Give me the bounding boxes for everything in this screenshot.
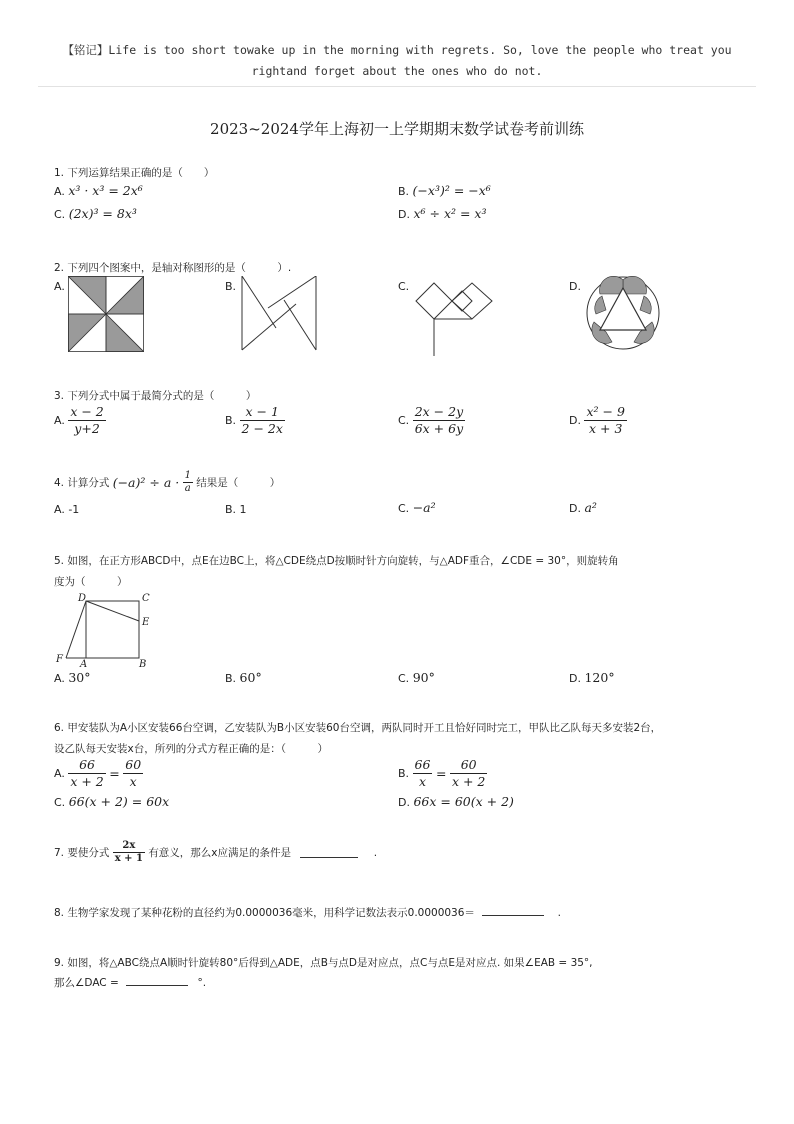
- question-5-option-b: B. 60°: [225, 670, 262, 685]
- question-5-option-c: C. 90°: [398, 670, 435, 685]
- header-divider: [38, 86, 756, 87]
- question-5-option-d: D. 120°: [569, 670, 615, 685]
- question-3-option-d: D. $\frac{\text{x² − 9}}{x + 3}$: [569, 404, 625, 436]
- question-3-stem: 3. 下列分式中属于最简分式的是（ ）: [54, 390, 257, 402]
- question-2-option-b-label: B.: [225, 280, 237, 293]
- q1-d-math: x⁶ ÷ x² = x³: [413, 206, 487, 221]
- question-6-option-d: D. 66x = 60(x + 2): [398, 794, 514, 809]
- label-a: A: [80, 659, 88, 670]
- question-3-option-b: B. $\frac{x - 1}{2 - 2x}$: [225, 404, 283, 436]
- question-5-stem-line-1: 5. 如图，在正方形ABCD中，点E在边BC上，将△CDE绕点D按顺时针方向旋转，与△ADF重合，∠CDE = 30°，则旋转角: [54, 555, 619, 567]
- q3-d-fraction: $\frac{\text{x² − 9}}{x + 3}$: [586, 404, 625, 436]
- motto-line-1: 【铭记】Life is too short towake up in the morning with regrets. So, love the people who treat you: [62, 43, 732, 57]
- bow-figure: [240, 276, 320, 352]
- q3-c-fraction: $\frac{2x - 2y}{6x + 6y}$: [414, 404, 464, 436]
- header-motto: [40, 40, 754, 82]
- circle-triangle-figure: [584, 274, 662, 352]
- question-6-option-a: A. $\frac{66}{x + 2}$ = $\frac{60}{x}$: [54, 757, 142, 789]
- question-7-stem: 7. 要使分式 $\frac{2x}{x + 1}$ 有意义，那么x应满足的条件是 .: [54, 840, 378, 864]
- question-2-option-d-label: D.: [569, 280, 581, 293]
- question-1-option-d: D. x⁶ ÷ x² = x³: [398, 206, 487, 221]
- label-e: E: [142, 617, 150, 628]
- question-4-option-b: B. 1: [225, 503, 247, 516]
- q1-b-math: (−x³)² = −x⁶: [412, 183, 491, 198]
- square-rotation-figure: [52, 590, 162, 670]
- question-2-option-c-label: C.: [398, 280, 410, 293]
- label-c: C: [142, 593, 150, 604]
- pinwheel-figure: [68, 276, 144, 352]
- q1-c-math: (2x)³ = 8x³: [68, 206, 137, 221]
- q1-a-math: x³ · x³ = 2x⁶: [68, 183, 143, 198]
- question-1-option-c: C. (2x)³ = 8x³: [54, 206, 137, 221]
- label-f: F: [56, 654, 63, 665]
- motto-line-2: rightand forget about the ones who do not.: [251, 64, 543, 78]
- question-2-stem: 2. 下列四个图案中，是轴对称图形的是（ ）.: [54, 262, 292, 274]
- q7-fraction: $\frac{2x}{x + 1}$: [114, 840, 143, 864]
- question-3-option-a: A. $\frac{x - 2}{y+2}$: [54, 404, 104, 436]
- question-4-option-a: A. -1: [54, 503, 80, 516]
- question-2-option-a-label: A.: [54, 280, 65, 293]
- q7-answer-blank[interactable]: [300, 847, 358, 858]
- label-d: D: [78, 593, 87, 604]
- question-1-option-a: A. x³ · x³ = 2x⁶: [54, 183, 143, 198]
- question-8-stem: 8. 生物学家发现了某种花粉的直径约为0.0000036毫米，用科学记数法表示0.0000036＝ .: [54, 907, 561, 919]
- q4-stem-fraction: $\frac{1}{a}$: [184, 470, 191, 494]
- q9-answer-blank[interactable]: [126, 975, 188, 986]
- q3-a-fraction: $\frac{x - 2}{y+2}$: [70, 404, 104, 436]
- question-9-stem-line-1: 9. 如图，将△ABC绕点A顺时针旋转80°后得到△ADE，点B与点D是对应点，点C与点E是对应点. 如果∠EAB = 35°,: [54, 957, 593, 969]
- question-3-option-c: C. $\frac{2x - 2y}{6x + 6y}$: [398, 404, 464, 436]
- question-9-stem-line-2: 那么∠DAC = °.: [54, 977, 207, 989]
- question-6-stem-line-2: 设乙队每天安装x台，所列的分式方程正确的是：（ ）: [54, 743, 328, 755]
- q3-b-fraction: $\frac{x - 1}{2 - 2x}$: [241, 404, 283, 436]
- squares-figure: [408, 272, 494, 358]
- question-5-option-a: A. 30°: [54, 670, 91, 685]
- question-1-stem: 1. 下列运算结果正确的是（ ）: [54, 167, 215, 179]
- question-1-option-b: B. (−x³)² = −x⁶: [398, 183, 491, 198]
- page-title: 2023~2024学年上海初一上学期期末数学试卷考前训练: [210, 120, 584, 138]
- question-4-stem: 4. 计算分式 (−a)² ÷ a · $\frac{1}{a}$ 结果是（ ）: [54, 470, 281, 494]
- q8-answer-blank[interactable]: [482, 905, 544, 916]
- label-b: B: [139, 659, 147, 670]
- question-4-option-d: D. a²: [569, 500, 597, 515]
- question-6-stem-line-1: 6. 甲安装队为A小区安装66台空调，乙安装队为B小区安装60台空调，两队同时开工且恰好同时完工，甲队比乙队每天多安装2台，: [54, 722, 662, 734]
- question-4-option-c: C. −a²: [398, 500, 436, 515]
- question-6-option-b: B. $\frac{66}{x}$ = $\frac{60}{x + 2}$: [398, 757, 486, 789]
- question-5-stem-line-2: 度为（ ）: [54, 576, 128, 588]
- question-6-option-c: C. 66(x + 2) = 60x: [54, 794, 170, 809]
